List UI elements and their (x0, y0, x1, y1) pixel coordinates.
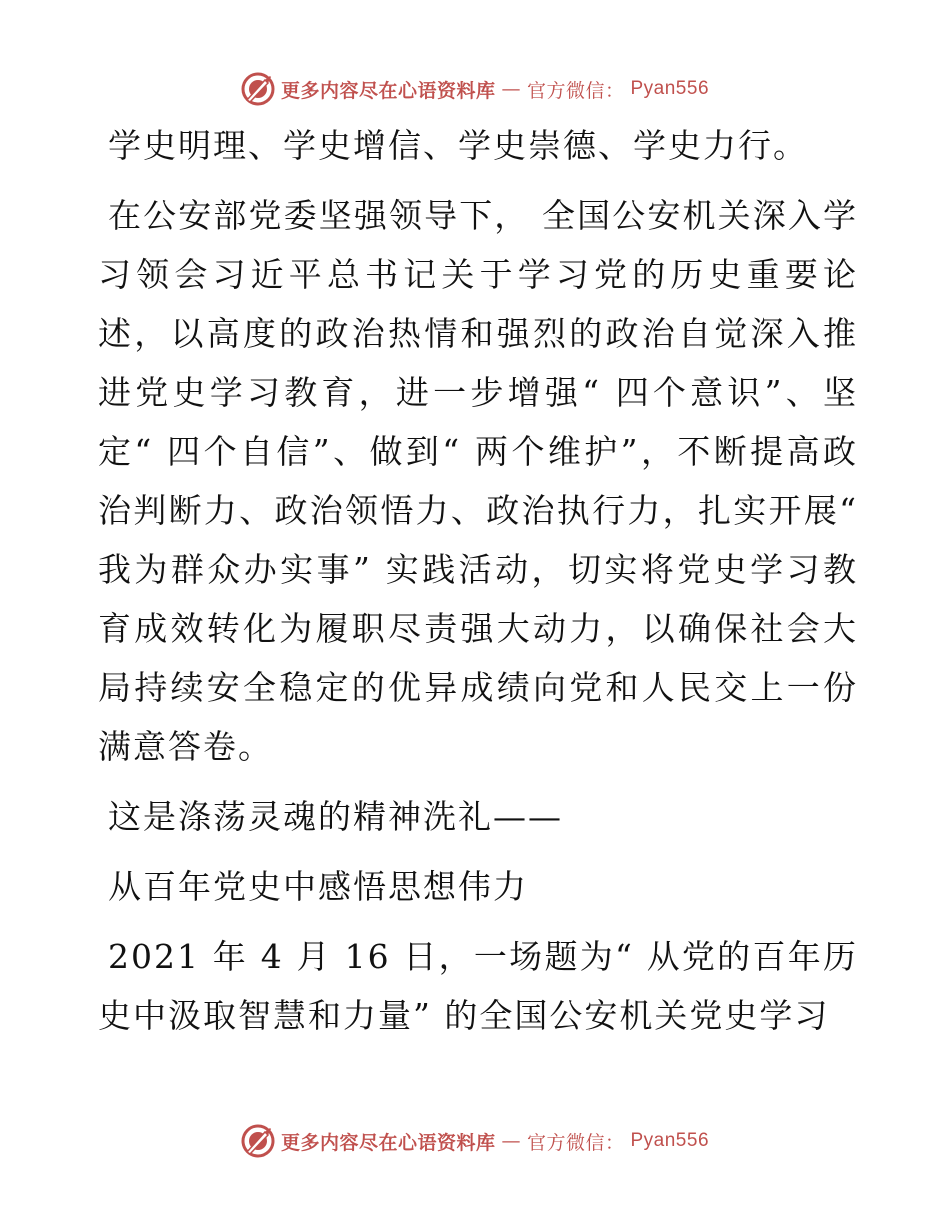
paragraph-5: 2021 年 4 月 16 日，一场题为“ 从党的百年历史中汲取智慧和力量” 的全国公安机关党史学习 (98, 937, 858, 1035)
watermark-site-text: 更多内容尽在心语资料库 (280, 79, 496, 102)
watermark-dash: — (501, 78, 521, 100)
watermark-wechat-label: 官方微信： (526, 1131, 625, 1154)
watermark-dash: — (501, 1130, 521, 1152)
paragraph-1: 学史明理、学史增信、学史崇德、学史力行。 (108, 126, 808, 165)
footer-watermark (0, 1124, 950, 1158)
paragraph-3-heading: 这是涤荡灵魂的精神洗礼—— (108, 797, 563, 836)
watermark-site-text: 更多内容尽在心语资料库 (280, 1131, 496, 1154)
paragraph-4-subheading: 从百年党史中感悟思想伟力 (108, 867, 528, 906)
paragraph-2: 在公安部党委坚强领导下， 全国公安机关深入学习领会习近平总书记关于学习党的历史重要论述，以高度的政治热情和强烈的政治自觉深入推进党史学习教育，进一步增强“ 四个意识”、坚定“ 四个自信”、做到“ 两个维护”，不断提高政治判断力、政治领悟力、政治执行力，扎实开展“ 我为群众办实事” 实践活动，切实将党史学习教育成效转化为履职尽责强大动力，以确保社会大局持续安全稳定的优异成绩向党和人民交上一份满意答卷。 (98, 196, 858, 766)
watermark-wechat-id: Pyan556 (630, 1130, 710, 1151)
watermark-wechat-label: 官方微信： (526, 79, 625, 102)
header-watermark (0, 72, 950, 106)
document-body (98, 116, 858, 1045)
quill-seal-icon (241, 72, 275, 106)
watermark-wechat-id: Pyan556 (630, 78, 710, 99)
quill-seal-icon (241, 1124, 275, 1158)
